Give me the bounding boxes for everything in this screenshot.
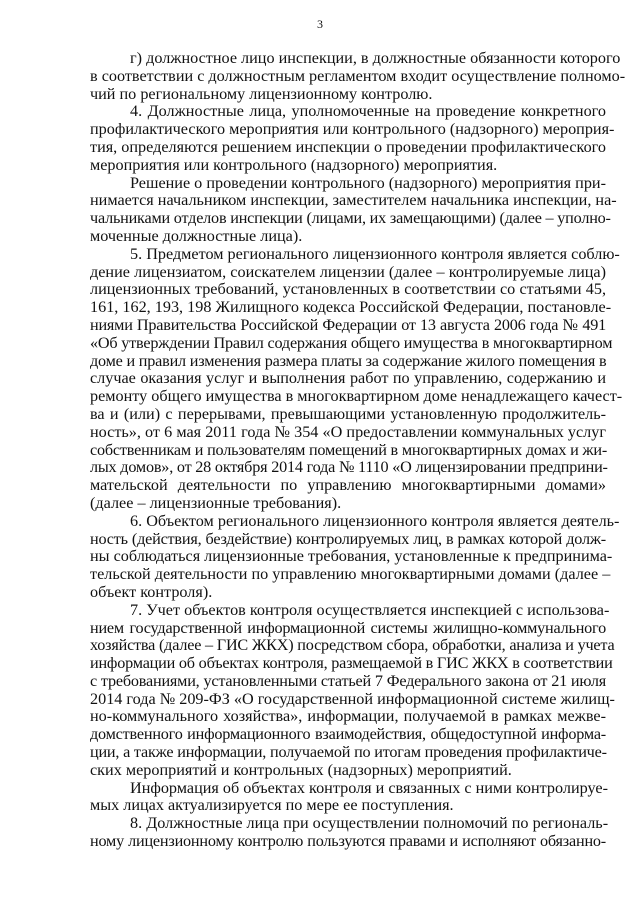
paragraph-line: ность (действия, бездействие) контролируемых лиц, в рамках которой долж-	[90, 529, 606, 548]
paragraph-5	[90, 244, 623, 513]
paragraph-line: ских мероприятий и контрольных (надзорных) мероприятий.	[90, 760, 512, 779]
paragraph-line: ниями Правительства Российской Федерации от 13 августа 2006 года № 491	[90, 315, 606, 334]
paragraph-line: ва и (или) с перерывами, превышающими установленную продолжитель-	[90, 404, 606, 423]
paragraph-line: ны соблюдаться лицензионные требования, установленные к предпринима-	[90, 547, 613, 566]
paragraph-line: (далее – лицензионные требования).	[90, 493, 342, 512]
paragraph-line: объект контроля).	[90, 582, 213, 601]
paragraph-line: Информация об объектах контроля и связанных с ними контролируе-	[130, 778, 608, 797]
paragraph-line: собственникам и пользователям помещений в многоквартирных домах и жи-	[90, 440, 608, 459]
paragraph-line: Решение о проведении контрольного (надзорного) мероприятия при-	[130, 173, 606, 192]
paragraph-line: моченные должностные лица).	[90, 226, 303, 245]
paragraph-line: 161, 162, 193, 198 Жилищного кодекса Российской Федерации, постановле-	[90, 298, 612, 317]
paragraph-8	[90, 814, 609, 851]
paragraph-line: 7. Учет объектов контроля осуществляется инспекцией с использова-	[130, 600, 610, 619]
paragraph-info	[90, 780, 606, 816]
paragraph-line: хозяйства (далее – ГИС ЖКХ) посредством сбора, обработки, анализа и учета	[90, 636, 615, 655]
paragraph-line: лых домов», от 28 октября 2014 года № 1110 «О лицензировании предприни-	[90, 458, 608, 477]
paragraph-line: тельской деятельности по управлению многоквартирными домами (далее –	[90, 565, 611, 584]
paragraph-item-g	[90, 49, 626, 103]
paragraph-decision	[90, 173, 617, 246]
paragraph-4	[90, 102, 615, 174]
paragraph-line: 8. Должностные лица при осуществлении полномочий по региональ-	[130, 814, 609, 833]
paragraph-line: 6. Объектом регионального лицензионного контроля является деятель-	[130, 511, 620, 530]
paragraph-line: нием государственной информационной системы жилищно-коммунального	[90, 618, 606, 637]
paragraph-6	[90, 511, 620, 602]
paragraph-line: доме и правил изменения размера платы за содержание жилого помещения в	[90, 351, 607, 370]
paragraph-line: мых лицах актуализируется по мере ее поступления.	[90, 796, 454, 815]
document-body	[90, 49, 626, 851]
page-number: 3	[317, 17, 323, 31]
paragraph-line: 2014 года № 209-ФЗ «О государственной информационной системе жилищ-	[90, 689, 615, 708]
paragraph-line: «Об утверждении Правил содержания общего имущества в многоквартирном	[90, 333, 613, 352]
paragraph-line: профилактического мероприятия или контрольного (надзорного) мероприя-	[90, 120, 615, 139]
paragraph-line: с требованиями, установленными статьей 7 Федерального закона от 21 июля	[90, 671, 606, 690]
paragraph-line: но-коммунального хозяйства», информации, получаемой в рамках межве-	[90, 707, 606, 726]
paragraph-line: мероприятия или контрольного (надзорного) мероприятия.	[90, 155, 498, 174]
paragraph-line: ному лицензионному контролю пользуются правами и исполняют обязанно-	[90, 832, 606, 851]
paragraph-line: ремонту общего имущества в многоквартирном доме ненадлежащего качест-	[90, 387, 623, 406]
paragraph-line: тия, определяются решением инспекции о проведении профилактического	[90, 137, 606, 156]
paragraph-line: случае оказания услуг и выполнения работ по управлению, содержанию и	[90, 369, 606, 388]
paragraph-line: нимается начальником инспекции, заместителем начальника инспекции, на-	[90, 191, 617, 210]
paragraph-line: лицензионных требований, установленных в соответствии со статьями 45,	[90, 280, 606, 299]
paragraph-7	[90, 600, 615, 780]
paragraph-line: информации об объектах контроля, размещаемой в ГИС ЖКХ в соответствии	[90, 654, 613, 673]
paragraph-line: чальниками отделов инспекции (лицами, их замещающими) (далее – уполно-	[90, 209, 611, 228]
paragraph-line: 4. Должностные лица, уполномоченные на проведение конкретного	[130, 102, 606, 121]
paragraph-line: в соответствии с должностным регламентом входит осуществление полномо-	[90, 66, 626, 85]
paragraph-line: домственного информационного взаимодействия, общедоступной информа-	[90, 725, 606, 744]
paragraph-line: мательской деятельности по управлению многоквартирными домами»	[90, 476, 606, 495]
paragraph-line: чий по региональному лицензионному контролю.	[90, 84, 433, 103]
paragraph-line: г) должностное лицо инспекции, в должностные обязанности которого	[130, 49, 621, 67]
paragraph-line: ции, а также информации, получаемой по итогам проведения профилактиче-	[90, 743, 607, 762]
paragraph-line: 5. Предметом регионального лицензионного контроля является соблю-	[130, 244, 620, 263]
paragraph-line: ность», от 6 мая 2011 года № 354 «О предоставлении коммунальных услуг	[90, 422, 606, 441]
paragraph-line: дение лицензиатом, соискателем лицензии (далее – контролируемые лица)	[90, 262, 606, 281]
